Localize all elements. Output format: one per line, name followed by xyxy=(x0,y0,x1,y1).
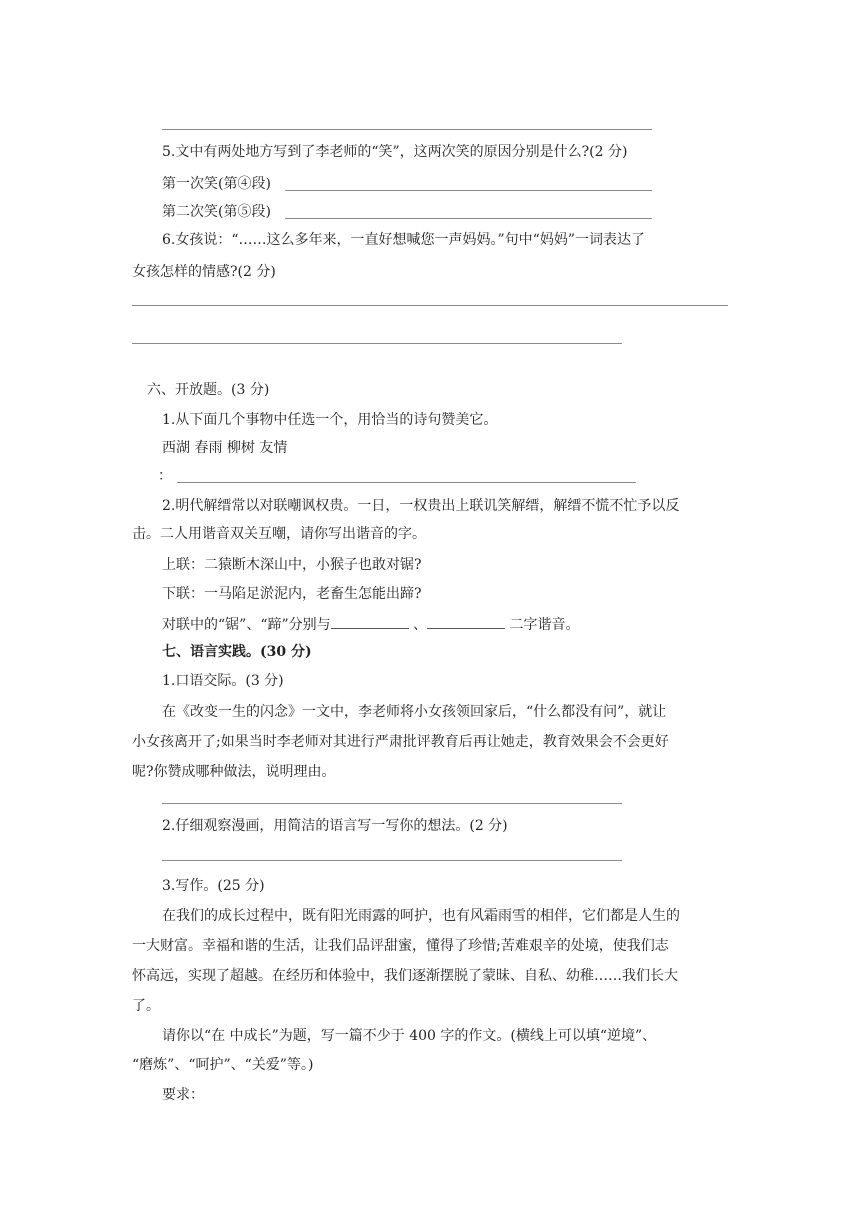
couplet-fill-prefix: 对联中的“锯”、“蹄”分别与 xyxy=(162,617,331,633)
section6-q2-line1: 2.明代解缙常以对联嘲讽权贵。一日，一权贵出上联讥笑解缙，解缙不慌不忙予以反 xyxy=(162,498,680,514)
writing-paragraph1-line4: 了。 xyxy=(132,998,160,1014)
section7-q1-answer-line[interactable] xyxy=(162,803,622,804)
writing-paragraph2-line2: “磨炼”、“呵护”、“关爱”等。) xyxy=(132,1057,314,1073)
writing-paragraph1-line1: 在我们的成长过程中，既有阳光雨露的呵护，也有风霜雨雪的相伴，它们都是人生的 xyxy=(162,908,680,924)
couplet-fill-blank-2[interactable] xyxy=(427,614,505,629)
q5-second-laugh-answer-line[interactable] xyxy=(285,218,652,219)
q5-first-laugh-answer-line[interactable] xyxy=(285,190,652,191)
section7-q1-line1: 在《改变一生的闪念》一文中，李老师将小女孩领回家后，“什么都没有问”，就让 xyxy=(162,704,667,720)
section7-q1-line3: 呢?你赞成哪种做法，说明理由。 xyxy=(132,764,336,780)
q6-prompt-line2: 女孩怎样的情感?(2 分) xyxy=(132,264,276,280)
section7-title: 七、语言实践。(30 分) xyxy=(162,644,312,660)
section7-q1-title: 1.口语交际。(3 分) xyxy=(162,673,284,689)
q5-first-laugh-label: 第一次笑(第④段) xyxy=(162,176,271,192)
section6-q1-options: 西湖 春雨 柳树 友情 xyxy=(162,440,288,456)
section6-q1-answer-line[interactable] xyxy=(177,482,636,483)
couplet-fill-separator: 、 xyxy=(413,617,428,633)
couplet-fill-blank-1[interactable] xyxy=(331,614,409,629)
section6-title: 六、开放题。(3 分) xyxy=(147,382,270,398)
writing-paragraph1-line3: 怀高远，实现了超越。在经历和体验中，我们逐渐摆脱了蒙昧、自私、幼稚……我们长大 xyxy=(132,968,678,984)
section7-q3-title: 3.写作。(25 分) xyxy=(162,878,265,894)
q5-prompt: 5.文中有两处地方写到了李老师的“笑”，这两次笑的原因分别是什么?(2 分) xyxy=(162,144,628,160)
section7-q2-answer-line[interactable] xyxy=(162,860,622,861)
answer-line-q4[interactable] xyxy=(162,129,652,130)
section6-q1-prompt: 1.从下面几个事物中任选一个，用恰当的诗句赞美它。 xyxy=(162,412,498,428)
section6-q1-colon: ： xyxy=(158,468,172,484)
section6-q2-line2: 击。二人用谐音双关互嘲，请你写出谐音的字。 xyxy=(132,526,426,542)
upper-couplet: 上联：二猿断木深山中，小猴子也敢对锯? xyxy=(162,557,422,573)
q5-second-laugh-label: 第二次笑(第⑤段) xyxy=(162,204,271,220)
couplet-fill-question xyxy=(162,614,580,635)
writing-paragraph2-line1: 请你以“在 中成长”为题，写一篇不少于 400 字的作文。(横线上可以填“逆境”、 xyxy=(162,1028,657,1044)
couplet-fill-suffix: 二字谐音。 xyxy=(509,617,580,633)
writing-requirements-label: 要求： xyxy=(162,1087,204,1103)
q6-answer-line-2[interactable] xyxy=(132,343,622,344)
section7-q2-prompt: 2.仔细观察漫画，用简洁的语言写一写你的想法。(2 分) xyxy=(162,818,508,834)
q6-prompt-line1: 6.女孩说：“……这么多年来，一直好想喊您一声妈妈。”句中“妈妈”一词表达了 xyxy=(162,232,645,248)
lower-couplet: 下联：一马陷足淤泥内，老畜生怎能出蹄? xyxy=(162,586,422,602)
section7-q1-line2: 小女孩离开了;如果当时李老师对其进行严肃批评教育后再让她走，教育效果会不会更好 xyxy=(132,734,669,750)
q6-answer-line-1[interactable] xyxy=(132,305,728,306)
writing-paragraph1-line2: 一大财富。幸福和谐的生活，让我们品评甜蜜，懂得了珍惜;苦难艰辛的处境，使我们志 xyxy=(132,938,669,954)
